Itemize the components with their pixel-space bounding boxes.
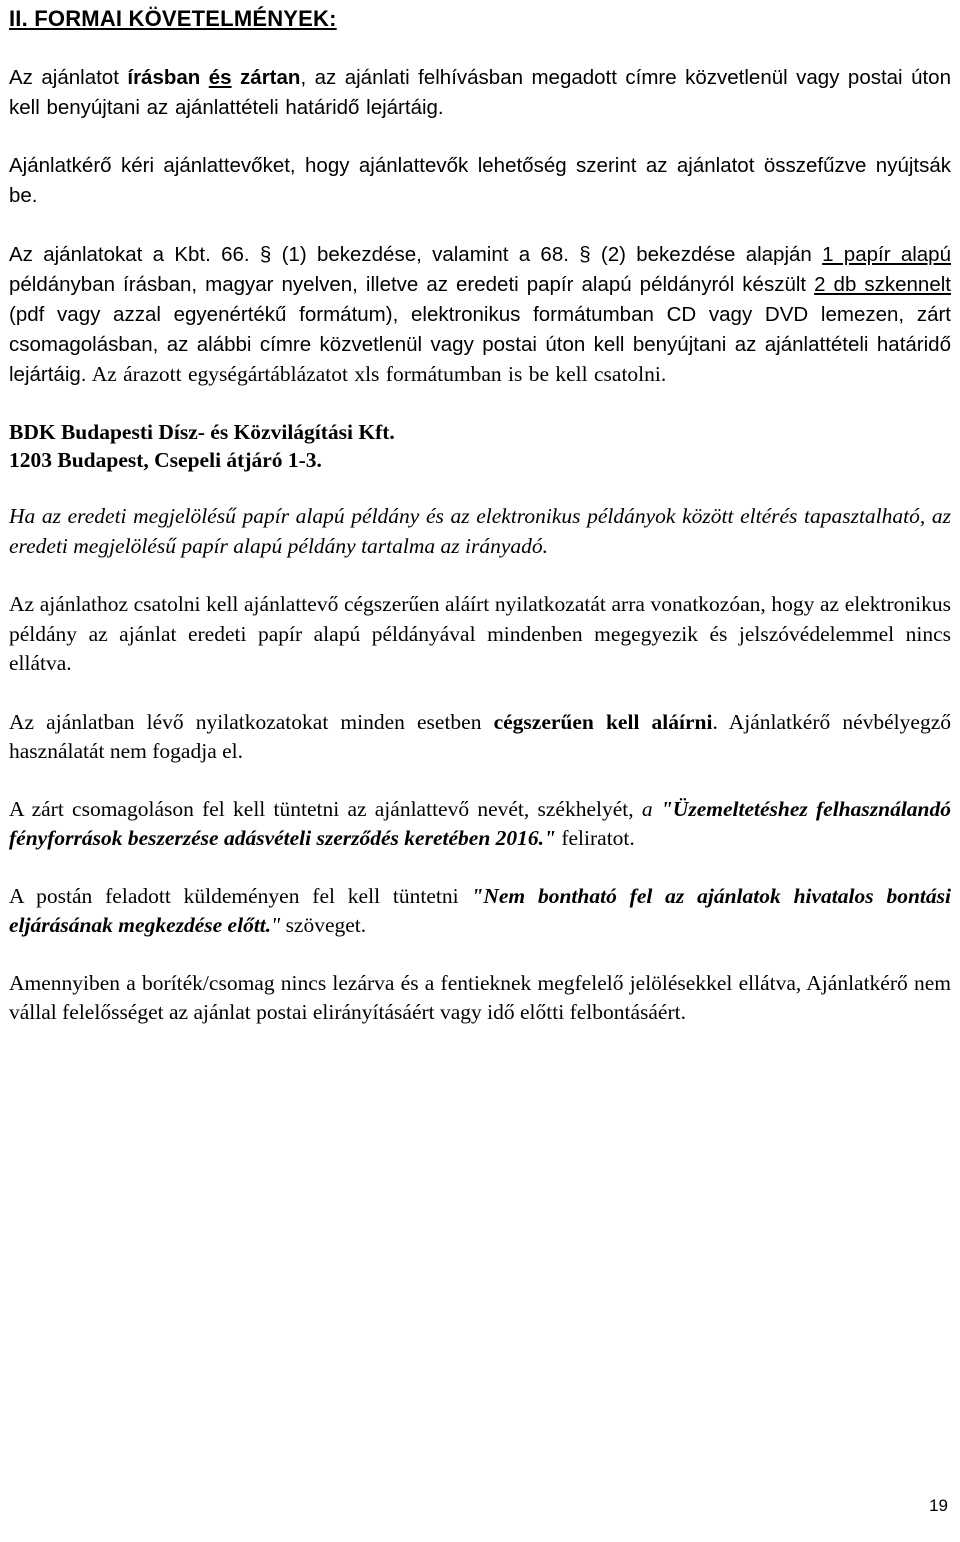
text: (pdf vagy azzal egyenértékű formátum), elektronikus formátumban CD vagy DVD lemezen, zárt csomagolásban, az alábbi címre közvetlenül vagy postai úton kell benyújtani az ajánlattételi határidő lejártáig. bbox=[9, 303, 951, 386]
paragraph-binding: Ajánlatkérő kéri ajánlattevőket, hogy ajánlattevők lehetőség szerint az ajánlatot összefűzve nyújtsák be. bbox=[9, 154, 951, 207]
section-heading: II. FORMAI KÖVETELMÉNYEK: bbox=[9, 6, 337, 31]
text: " bbox=[271, 913, 281, 937]
address-street: 1203 Budapest, Csepeli átjáró 1-3. bbox=[9, 448, 322, 472]
text: Az ajánlatot bbox=[9, 66, 128, 89]
text: Az ajánlatban lévő nyilatkozatokat minden esetben bbox=[9, 709, 494, 734]
text: a bbox=[641, 796, 661, 821]
text: A postán feladott küldeményen fel kell tüntetni bbox=[9, 883, 472, 908]
text: A zárt csomagoláson fel kell tüntetni az ajánlattevő nevét, székhelyét, bbox=[9, 796, 642, 821]
text: szöveget. bbox=[280, 913, 367, 937]
emphasis-label-text: "Üzemeltetéshez felhasználandó fényforrások beszerzése adásvételi szerződés keretében 2016." bbox=[9, 796, 952, 850]
emphasis-sealed: zártan bbox=[240, 66, 301, 89]
text: . Ajánlatkérő névbélyegző használatát nem fogadja el. bbox=[9, 709, 951, 763]
paragraph-package-label bbox=[9, 795, 951, 854]
paragraph-signature bbox=[9, 708, 951, 767]
text bbox=[200, 66, 208, 89]
underlined-paper-copy: 1 papír alapú bbox=[822, 243, 951, 266]
text: feliratot. bbox=[555, 826, 635, 850]
paragraph-discrepancy: Ha az eredeti megjelölésű papír alapú példány és az elektronikus példányok között eltérés tapasztalható, az eredeti megjelölésű papír alapú példány tartalma az irányadó. bbox=[9, 504, 951, 558]
emphasis-in-writing: írásban bbox=[127, 66, 201, 89]
paragraph-copies bbox=[9, 240, 951, 390]
emphasis-company-signature: cégszerűen kell aláírni bbox=[493, 709, 713, 734]
page-number: 19 bbox=[929, 1496, 948, 1515]
text-price-table: Az árazott egységártáblázatot xls formátumban is be kell csatolni. bbox=[86, 362, 667, 386]
text: példányban írásban, magyar nyelven, illetve az eredeti papír alapú példányról készült bbox=[9, 273, 815, 296]
underlined-scanned-copies: 2 db szkennelt bbox=[814, 273, 951, 296]
address-company: BDK Budapesti Dísz- és Közvilágítási Kft. bbox=[9, 420, 395, 444]
text bbox=[232, 66, 240, 89]
paragraph-submission bbox=[9, 63, 951, 123]
paragraph-declaration: Az ajánlathoz csatolni kell ajánlattevő cégszerűen aláírt nyilatkozatát arra vonatkozóan, hogy az elektronikus példány az ajánlat eredeti papír alapú példányával mindenben megegyezik és jelszóvédelemmel nincs ellátva. bbox=[9, 592, 951, 675]
emphasis-and: és bbox=[208, 66, 232, 89]
paragraph-liability: Amennyiben a boríték/csomag nincs lezárva és a fentieknek megfelelő jelölésekkel ellátva, Ajánlatkérő nem vállal felelősséget az ajánlat postai elirányításáért vagy idő előtti felbontásáért. bbox=[9, 970, 951, 1024]
paragraph-postal bbox=[9, 882, 951, 941]
text: , az ajánlati felhívásban megadott címre közvetlenül vagy postai úton kell benyújtani az ajánlattételi határidő lejártáig. bbox=[9, 66, 951, 119]
document-page bbox=[9, 4, 951, 1028]
text: Az ajánlatokat a Kbt. 66. § (1) bekezdése, valamint a 68. § (2) bekezdése alapján bbox=[9, 243, 823, 266]
emphasis-do-not-open: "Nem bontható fel az ajánlatok hivatalos bontási eljárásának megkezdése előtt. bbox=[9, 883, 951, 937]
